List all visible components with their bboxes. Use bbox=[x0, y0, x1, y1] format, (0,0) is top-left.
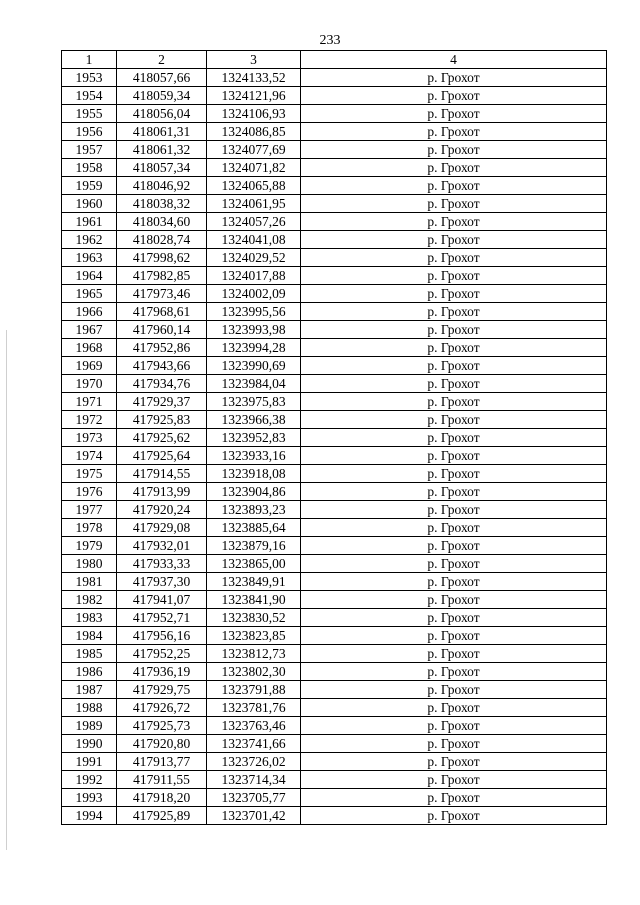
column-header-number: 1 bbox=[62, 51, 117, 69]
description-cell: р. Грохот bbox=[301, 177, 607, 195]
x-coordinate-cell: 417925,89 bbox=[117, 807, 207, 825]
x-coordinate-cell: 417914,55 bbox=[117, 465, 207, 483]
y-coordinate-cell: 1323933,16 bbox=[207, 447, 301, 465]
y-coordinate-cell: 1324061,95 bbox=[207, 195, 301, 213]
table-row bbox=[62, 213, 607, 231]
y-coordinate-cell: 1323893,23 bbox=[207, 501, 301, 519]
table-row bbox=[62, 429, 607, 447]
point-number-cell: 1974 bbox=[62, 447, 117, 465]
x-coordinate-cell: 417941,07 bbox=[117, 591, 207, 609]
x-coordinate-cell: 417998,62 bbox=[117, 249, 207, 267]
coordinates-table bbox=[61, 50, 607, 825]
table-row bbox=[62, 159, 607, 177]
y-coordinate-cell: 1323714,34 bbox=[207, 771, 301, 789]
point-number-cell: 1953 bbox=[62, 69, 117, 87]
description-cell: р. Грохот bbox=[301, 411, 607, 429]
scan-margin-line bbox=[6, 330, 7, 850]
point-number-cell: 1980 bbox=[62, 555, 117, 573]
x-coordinate-cell: 417956,16 bbox=[117, 627, 207, 645]
x-coordinate-cell: 417913,99 bbox=[117, 483, 207, 501]
table-row bbox=[62, 789, 607, 807]
x-coordinate-cell: 417918,20 bbox=[117, 789, 207, 807]
table-row bbox=[62, 627, 607, 645]
point-number-cell: 1978 bbox=[62, 519, 117, 537]
description-cell: р. Грохот bbox=[301, 231, 607, 249]
table-row bbox=[62, 663, 607, 681]
y-coordinate-cell: 1323879,16 bbox=[207, 537, 301, 555]
x-coordinate-cell: 417960,14 bbox=[117, 321, 207, 339]
table-row bbox=[62, 357, 607, 375]
point-number-cell: 1984 bbox=[62, 627, 117, 645]
description-cell: р. Грохот bbox=[301, 69, 607, 87]
table-row bbox=[62, 339, 607, 357]
x-coordinate-cell: 417968,61 bbox=[117, 303, 207, 321]
point-number-cell: 1957 bbox=[62, 141, 117, 159]
y-coordinate-cell: 1324057,26 bbox=[207, 213, 301, 231]
point-number-cell: 1993 bbox=[62, 789, 117, 807]
table-row bbox=[62, 519, 607, 537]
table-row bbox=[62, 411, 607, 429]
x-coordinate-cell: 417952,71 bbox=[117, 609, 207, 627]
x-coordinate-cell: 417934,76 bbox=[117, 375, 207, 393]
table-header-row bbox=[62, 51, 607, 69]
table-row bbox=[62, 285, 607, 303]
x-coordinate-cell: 417952,25 bbox=[117, 645, 207, 663]
point-number-cell: 1977 bbox=[62, 501, 117, 519]
description-cell: р. Грохот bbox=[301, 483, 607, 501]
y-coordinate-cell: 1323830,52 bbox=[207, 609, 301, 627]
table-row bbox=[62, 303, 607, 321]
table-row bbox=[62, 321, 607, 339]
y-coordinate-cell: 1323984,04 bbox=[207, 375, 301, 393]
y-coordinate-cell: 1323918,08 bbox=[207, 465, 301, 483]
description-cell: р. Грохот bbox=[301, 105, 607, 123]
y-coordinate-cell: 1323705,77 bbox=[207, 789, 301, 807]
description-cell: р. Грохот bbox=[301, 645, 607, 663]
table-row bbox=[62, 123, 607, 141]
description-cell: р. Грохот bbox=[301, 123, 607, 141]
y-coordinate-cell: 1323975,83 bbox=[207, 393, 301, 411]
table-body bbox=[62, 69, 607, 825]
table-row bbox=[62, 717, 607, 735]
table-row bbox=[62, 177, 607, 195]
x-coordinate-cell: 417925,73 bbox=[117, 717, 207, 735]
point-number-cell: 1966 bbox=[62, 303, 117, 321]
table-row bbox=[62, 555, 607, 573]
table-row bbox=[62, 141, 607, 159]
x-coordinate-cell: 417929,08 bbox=[117, 519, 207, 537]
table-row bbox=[62, 573, 607, 591]
x-coordinate-cell: 418028,74 bbox=[117, 231, 207, 249]
point-number-cell: 1979 bbox=[62, 537, 117, 555]
y-coordinate-cell: 1323952,83 bbox=[207, 429, 301, 447]
table-row bbox=[62, 249, 607, 267]
x-coordinate-cell: 417926,72 bbox=[117, 699, 207, 717]
table-row bbox=[62, 753, 607, 771]
description-cell: р. Грохот bbox=[301, 447, 607, 465]
x-coordinate-cell: 418057,66 bbox=[117, 69, 207, 87]
point-number-cell: 1976 bbox=[62, 483, 117, 501]
point-number-cell: 1987 bbox=[62, 681, 117, 699]
description-cell: р. Грохот bbox=[301, 87, 607, 105]
description-cell: р. Грохот bbox=[301, 555, 607, 573]
y-coordinate-cell: 1323865,00 bbox=[207, 555, 301, 573]
description-cell: р. Грохот bbox=[301, 303, 607, 321]
point-number-cell: 1994 bbox=[62, 807, 117, 825]
x-coordinate-cell: 417929,75 bbox=[117, 681, 207, 699]
point-number-cell: 1970 bbox=[62, 375, 117, 393]
table-row bbox=[62, 681, 607, 699]
y-coordinate-cell: 1324029,52 bbox=[207, 249, 301, 267]
description-cell: р. Грохот bbox=[301, 753, 607, 771]
table-row bbox=[62, 375, 607, 393]
x-coordinate-cell: 418061,31 bbox=[117, 123, 207, 141]
x-coordinate-cell: 418057,34 bbox=[117, 159, 207, 177]
x-coordinate-cell: 417920,80 bbox=[117, 735, 207, 753]
point-number-cell: 1988 bbox=[62, 699, 117, 717]
description-cell: р. Грохот bbox=[301, 717, 607, 735]
y-coordinate-cell: 1324077,69 bbox=[207, 141, 301, 159]
description-cell: р. Грохот bbox=[301, 249, 607, 267]
y-coordinate-cell: 1323990,69 bbox=[207, 357, 301, 375]
point-number-cell: 1963 bbox=[62, 249, 117, 267]
description-cell: р. Грохот bbox=[301, 573, 607, 591]
description-cell: р. Грохот bbox=[301, 267, 607, 285]
y-coordinate-cell: 1324086,85 bbox=[207, 123, 301, 141]
table-row bbox=[62, 609, 607, 627]
description-cell: р. Грохот bbox=[301, 339, 607, 357]
point-number-cell: 1971 bbox=[62, 393, 117, 411]
description-cell: р. Грохот bbox=[301, 285, 607, 303]
table-row bbox=[62, 591, 607, 609]
table-row bbox=[62, 87, 607, 105]
point-number-cell: 1975 bbox=[62, 465, 117, 483]
y-coordinate-cell: 1323841,90 bbox=[207, 591, 301, 609]
x-coordinate-cell: 417936,19 bbox=[117, 663, 207, 681]
page-number: 233 bbox=[319, 33, 341, 48]
description-cell: р. Грохот bbox=[301, 537, 607, 555]
x-coordinate-cell: 417943,66 bbox=[117, 357, 207, 375]
x-coordinate-cell: 417913,77 bbox=[117, 753, 207, 771]
x-coordinate-cell: 418059,34 bbox=[117, 87, 207, 105]
x-coordinate-cell: 417925,62 bbox=[117, 429, 207, 447]
table-row bbox=[62, 771, 607, 789]
point-number-cell: 1965 bbox=[62, 285, 117, 303]
table-row bbox=[62, 69, 607, 87]
description-cell: р. Грохот bbox=[301, 375, 607, 393]
description-cell: р. Грохот bbox=[301, 465, 607, 483]
point-number-cell: 1991 bbox=[62, 753, 117, 771]
x-coordinate-cell: 418046,92 bbox=[117, 177, 207, 195]
y-coordinate-cell: 1323763,46 bbox=[207, 717, 301, 735]
y-coordinate-cell: 1324002,09 bbox=[207, 285, 301, 303]
description-cell: р. Грохот bbox=[301, 681, 607, 699]
description-cell: р. Грохот bbox=[301, 213, 607, 231]
description-cell: р. Грохот bbox=[301, 357, 607, 375]
x-coordinate-cell: 418061,32 bbox=[117, 141, 207, 159]
y-coordinate-cell: 1323791,88 bbox=[207, 681, 301, 699]
table-row bbox=[62, 231, 607, 249]
table-row bbox=[62, 483, 607, 501]
column-header-description: 4 bbox=[301, 51, 607, 69]
y-coordinate-cell: 1323849,91 bbox=[207, 573, 301, 591]
x-coordinate-cell: 417929,37 bbox=[117, 393, 207, 411]
description-cell: р. Грохот bbox=[301, 627, 607, 645]
x-coordinate-cell: 417933,33 bbox=[117, 555, 207, 573]
description-cell: р. Грохот bbox=[301, 663, 607, 681]
table-row bbox=[62, 447, 607, 465]
description-cell: р. Грохот bbox=[301, 789, 607, 807]
x-coordinate-cell: 417982,85 bbox=[117, 267, 207, 285]
point-number-cell: 1967 bbox=[62, 321, 117, 339]
y-coordinate-cell: 1323966,38 bbox=[207, 411, 301, 429]
x-coordinate-cell: 417920,24 bbox=[117, 501, 207, 519]
point-number-cell: 1981 bbox=[62, 573, 117, 591]
y-coordinate-cell: 1323885,64 bbox=[207, 519, 301, 537]
x-coordinate-cell: 418038,32 bbox=[117, 195, 207, 213]
y-coordinate-cell: 1323726,02 bbox=[207, 753, 301, 771]
x-coordinate-cell: 417952,86 bbox=[117, 339, 207, 357]
table-row bbox=[62, 735, 607, 753]
point-number-cell: 1960 bbox=[62, 195, 117, 213]
y-coordinate-cell: 1324133,52 bbox=[207, 69, 301, 87]
description-cell: р. Грохот bbox=[301, 429, 607, 447]
y-coordinate-cell: 1323701,42 bbox=[207, 807, 301, 825]
point-number-cell: 1956 bbox=[62, 123, 117, 141]
description-cell: р. Грохот bbox=[301, 771, 607, 789]
point-number-cell: 1986 bbox=[62, 663, 117, 681]
table-row bbox=[62, 807, 607, 825]
y-coordinate-cell: 1324041,08 bbox=[207, 231, 301, 249]
table-row bbox=[62, 393, 607, 411]
point-number-cell: 1983 bbox=[62, 609, 117, 627]
x-coordinate-cell: 417932,01 bbox=[117, 537, 207, 555]
point-number-cell: 1962 bbox=[62, 231, 117, 249]
y-coordinate-cell: 1324121,96 bbox=[207, 87, 301, 105]
x-coordinate-cell: 417911,55 bbox=[117, 771, 207, 789]
y-coordinate-cell: 1323904,86 bbox=[207, 483, 301, 501]
point-number-cell: 1964 bbox=[62, 267, 117, 285]
column-header-x: 2 bbox=[117, 51, 207, 69]
x-coordinate-cell: 418056,04 bbox=[117, 105, 207, 123]
y-coordinate-cell: 1323993,98 bbox=[207, 321, 301, 339]
description-cell: р. Грохот bbox=[301, 591, 607, 609]
point-number-cell: 1972 bbox=[62, 411, 117, 429]
table-row bbox=[62, 645, 607, 663]
point-number-cell: 1989 bbox=[62, 717, 117, 735]
table-row bbox=[62, 267, 607, 285]
point-number-cell: 1985 bbox=[62, 645, 117, 663]
point-number-cell: 1955 bbox=[62, 105, 117, 123]
y-coordinate-cell: 1324017,88 bbox=[207, 267, 301, 285]
table-row bbox=[62, 537, 607, 555]
point-number-cell: 1982 bbox=[62, 591, 117, 609]
x-coordinate-cell: 417973,46 bbox=[117, 285, 207, 303]
point-number-cell: 1990 bbox=[62, 735, 117, 753]
table-row bbox=[62, 699, 607, 717]
y-coordinate-cell: 1323781,76 bbox=[207, 699, 301, 717]
description-cell: р. Грохот bbox=[301, 735, 607, 753]
y-coordinate-cell: 1323802,30 bbox=[207, 663, 301, 681]
y-coordinate-cell: 1323995,56 bbox=[207, 303, 301, 321]
point-number-cell: 1954 bbox=[62, 87, 117, 105]
point-number-cell: 1969 bbox=[62, 357, 117, 375]
table-row bbox=[62, 465, 607, 483]
x-coordinate-cell: 418034,60 bbox=[117, 213, 207, 231]
x-coordinate-cell: 417937,30 bbox=[117, 573, 207, 591]
description-cell: р. Грохот bbox=[301, 159, 607, 177]
x-coordinate-cell: 417925,83 bbox=[117, 411, 207, 429]
table-row bbox=[62, 195, 607, 213]
y-coordinate-cell: 1323994,28 bbox=[207, 339, 301, 357]
description-cell: р. Грохот bbox=[301, 393, 607, 411]
description-cell: р. Грохот bbox=[301, 807, 607, 825]
description-cell: р. Грохот bbox=[301, 321, 607, 339]
description-cell: р. Грохот bbox=[301, 609, 607, 627]
y-coordinate-cell: 1323823,85 bbox=[207, 627, 301, 645]
y-coordinate-cell: 1324106,93 bbox=[207, 105, 301, 123]
point-number-cell: 1959 bbox=[62, 177, 117, 195]
description-cell: р. Грохот bbox=[301, 195, 607, 213]
y-coordinate-cell: 1323741,66 bbox=[207, 735, 301, 753]
table-row bbox=[62, 105, 607, 123]
y-coordinate-cell: 1324065,88 bbox=[207, 177, 301, 195]
description-cell: р. Грохот bbox=[301, 519, 607, 537]
column-header-y: 3 bbox=[207, 51, 301, 69]
description-cell: р. Грохот bbox=[301, 699, 607, 717]
point-number-cell: 1961 bbox=[62, 213, 117, 231]
description-cell: р. Грохот bbox=[301, 501, 607, 519]
point-number-cell: 1958 bbox=[62, 159, 117, 177]
point-number-cell: 1973 bbox=[62, 429, 117, 447]
y-coordinate-cell: 1323812,73 bbox=[207, 645, 301, 663]
y-coordinate-cell: 1324071,82 bbox=[207, 159, 301, 177]
description-cell: р. Грохот bbox=[301, 141, 607, 159]
point-number-cell: 1968 bbox=[62, 339, 117, 357]
x-coordinate-cell: 417925,64 bbox=[117, 447, 207, 465]
table-row bbox=[62, 501, 607, 519]
point-number-cell: 1992 bbox=[62, 771, 117, 789]
